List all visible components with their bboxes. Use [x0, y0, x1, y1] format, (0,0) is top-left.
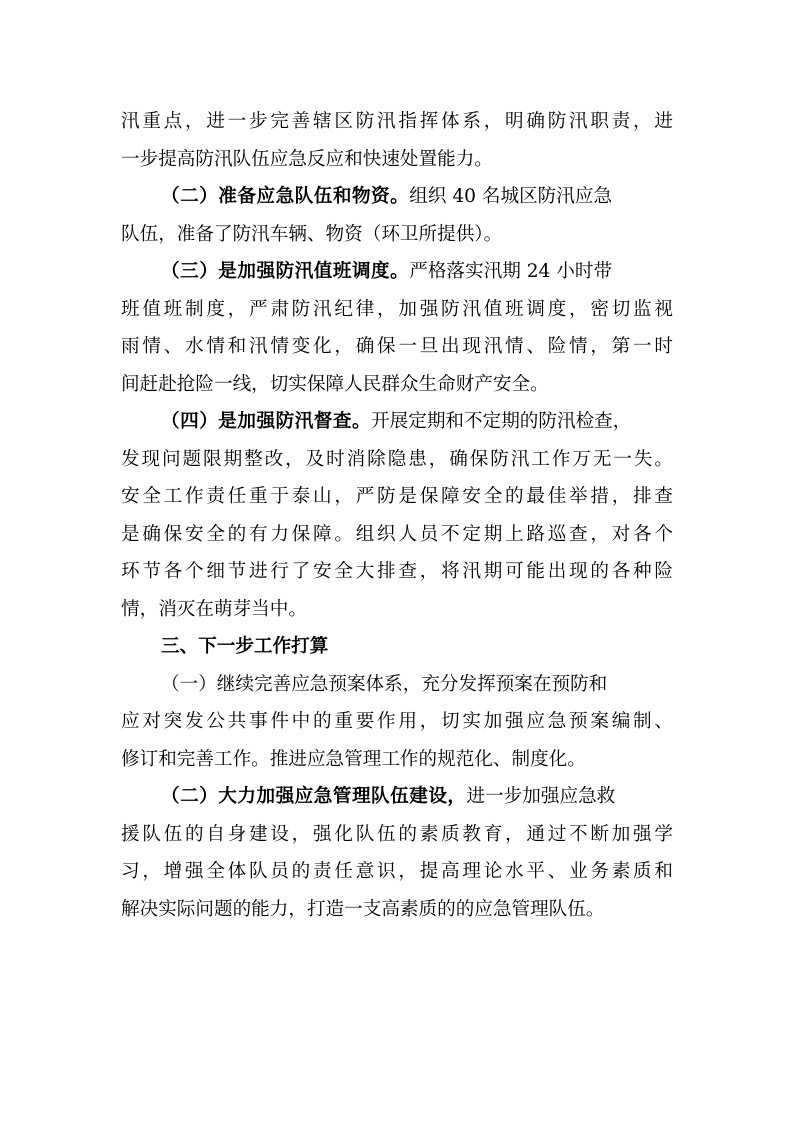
- paragraph-line: [121, 666, 673, 704]
- paragraph-line: 习，增强全体队员的责任意识，提高理论水平、业务素质和: [121, 861, 673, 882]
- paragraph-line: 援队伍的自身建设，强化队伍的素质教育，通过不断加强学: [121, 823, 673, 845]
- paragraph-text: 组织 40 名城区防汛应急: [409, 186, 613, 207]
- paragraph-line: 班值班制度，严肃防汛纪律，加强防汛值班调度，密切监视: [121, 298, 673, 320]
- paragraph-line: 一步提高防汛队伍应急反应和快速处置能力。: [121, 148, 493, 170]
- section-lead: （四）是加强防汛督查。: [161, 411, 372, 432]
- paragraph-line: 情，消灭在萌芽当中。: [121, 598, 307, 620]
- paragraph-line: 雨情、水情和汛情变化，确保一旦出现汛情、险情，第一时: [121, 336, 673, 357]
- section-heading: 三、下一步工作打算: [161, 636, 329, 657]
- paragraph-line: 汛重点，进一步完善辖区防汛指挥体系，明确防汛职责，进: [121, 111, 673, 132]
- paragraph-line: 解决实际问题的能力，打造一支高素质的的应急管理队伍。: [121, 898, 605, 920]
- paragraph-text: 严格落实汛期 24 小时带: [409, 261, 613, 282]
- paragraph-line: 发现问题限期整改，及时消除隐患，确保防汛工作万无一失。: [121, 448, 673, 470]
- paragraph-line: 环节各个细节进行了安全大排查，将汛期可能出现的各种险: [121, 561, 673, 582]
- section-lead: （一）: [161, 673, 217, 695]
- paragraph-line: [121, 178, 673, 216]
- paragraph-text: 继续完善应急预案体系，充分发挥预案在预防和: [216, 673, 608, 695]
- section-lead: （二）大力加强应急管理队伍建设，: [161, 786, 467, 807]
- section-lead: （二）准备应急队伍和物资。: [161, 186, 410, 207]
- paragraph-line: [121, 778, 673, 816]
- paragraph-text: 进一步加强应急救: [466, 786, 616, 807]
- paragraph-line: [121, 253, 673, 291]
- paragraph-line: 安全工作责任重于泰山，严防是保障安全的最佳举措，排查: [121, 486, 673, 507]
- paragraph-line: 间赶赴抢险一线，切实保障人民群众生命财产安全。: [121, 373, 549, 395]
- section-lead: （三）是加强防汛值班调度。: [161, 261, 410, 282]
- paragraph-line: 修订和完善工作。推进应急管理工作的规范化、制度化。: [121, 748, 586, 770]
- paragraph-line: [121, 403, 673, 441]
- paragraph-text: 开展定期和不定期的防汛检查，: [371, 411, 632, 432]
- paragraph-line: 是确保安全的有力保障。组织人员不定期上路巡查，对各个: [121, 523, 673, 545]
- paragraph-line: 应对突发公共事件中的重要作用，切实加强应急预案编制、: [121, 711, 673, 732]
- paragraph-line: 队伍，准备了防汛车辆、物资（环卫所提供）。: [121, 223, 503, 245]
- document-page: [121, 103, 673, 928]
